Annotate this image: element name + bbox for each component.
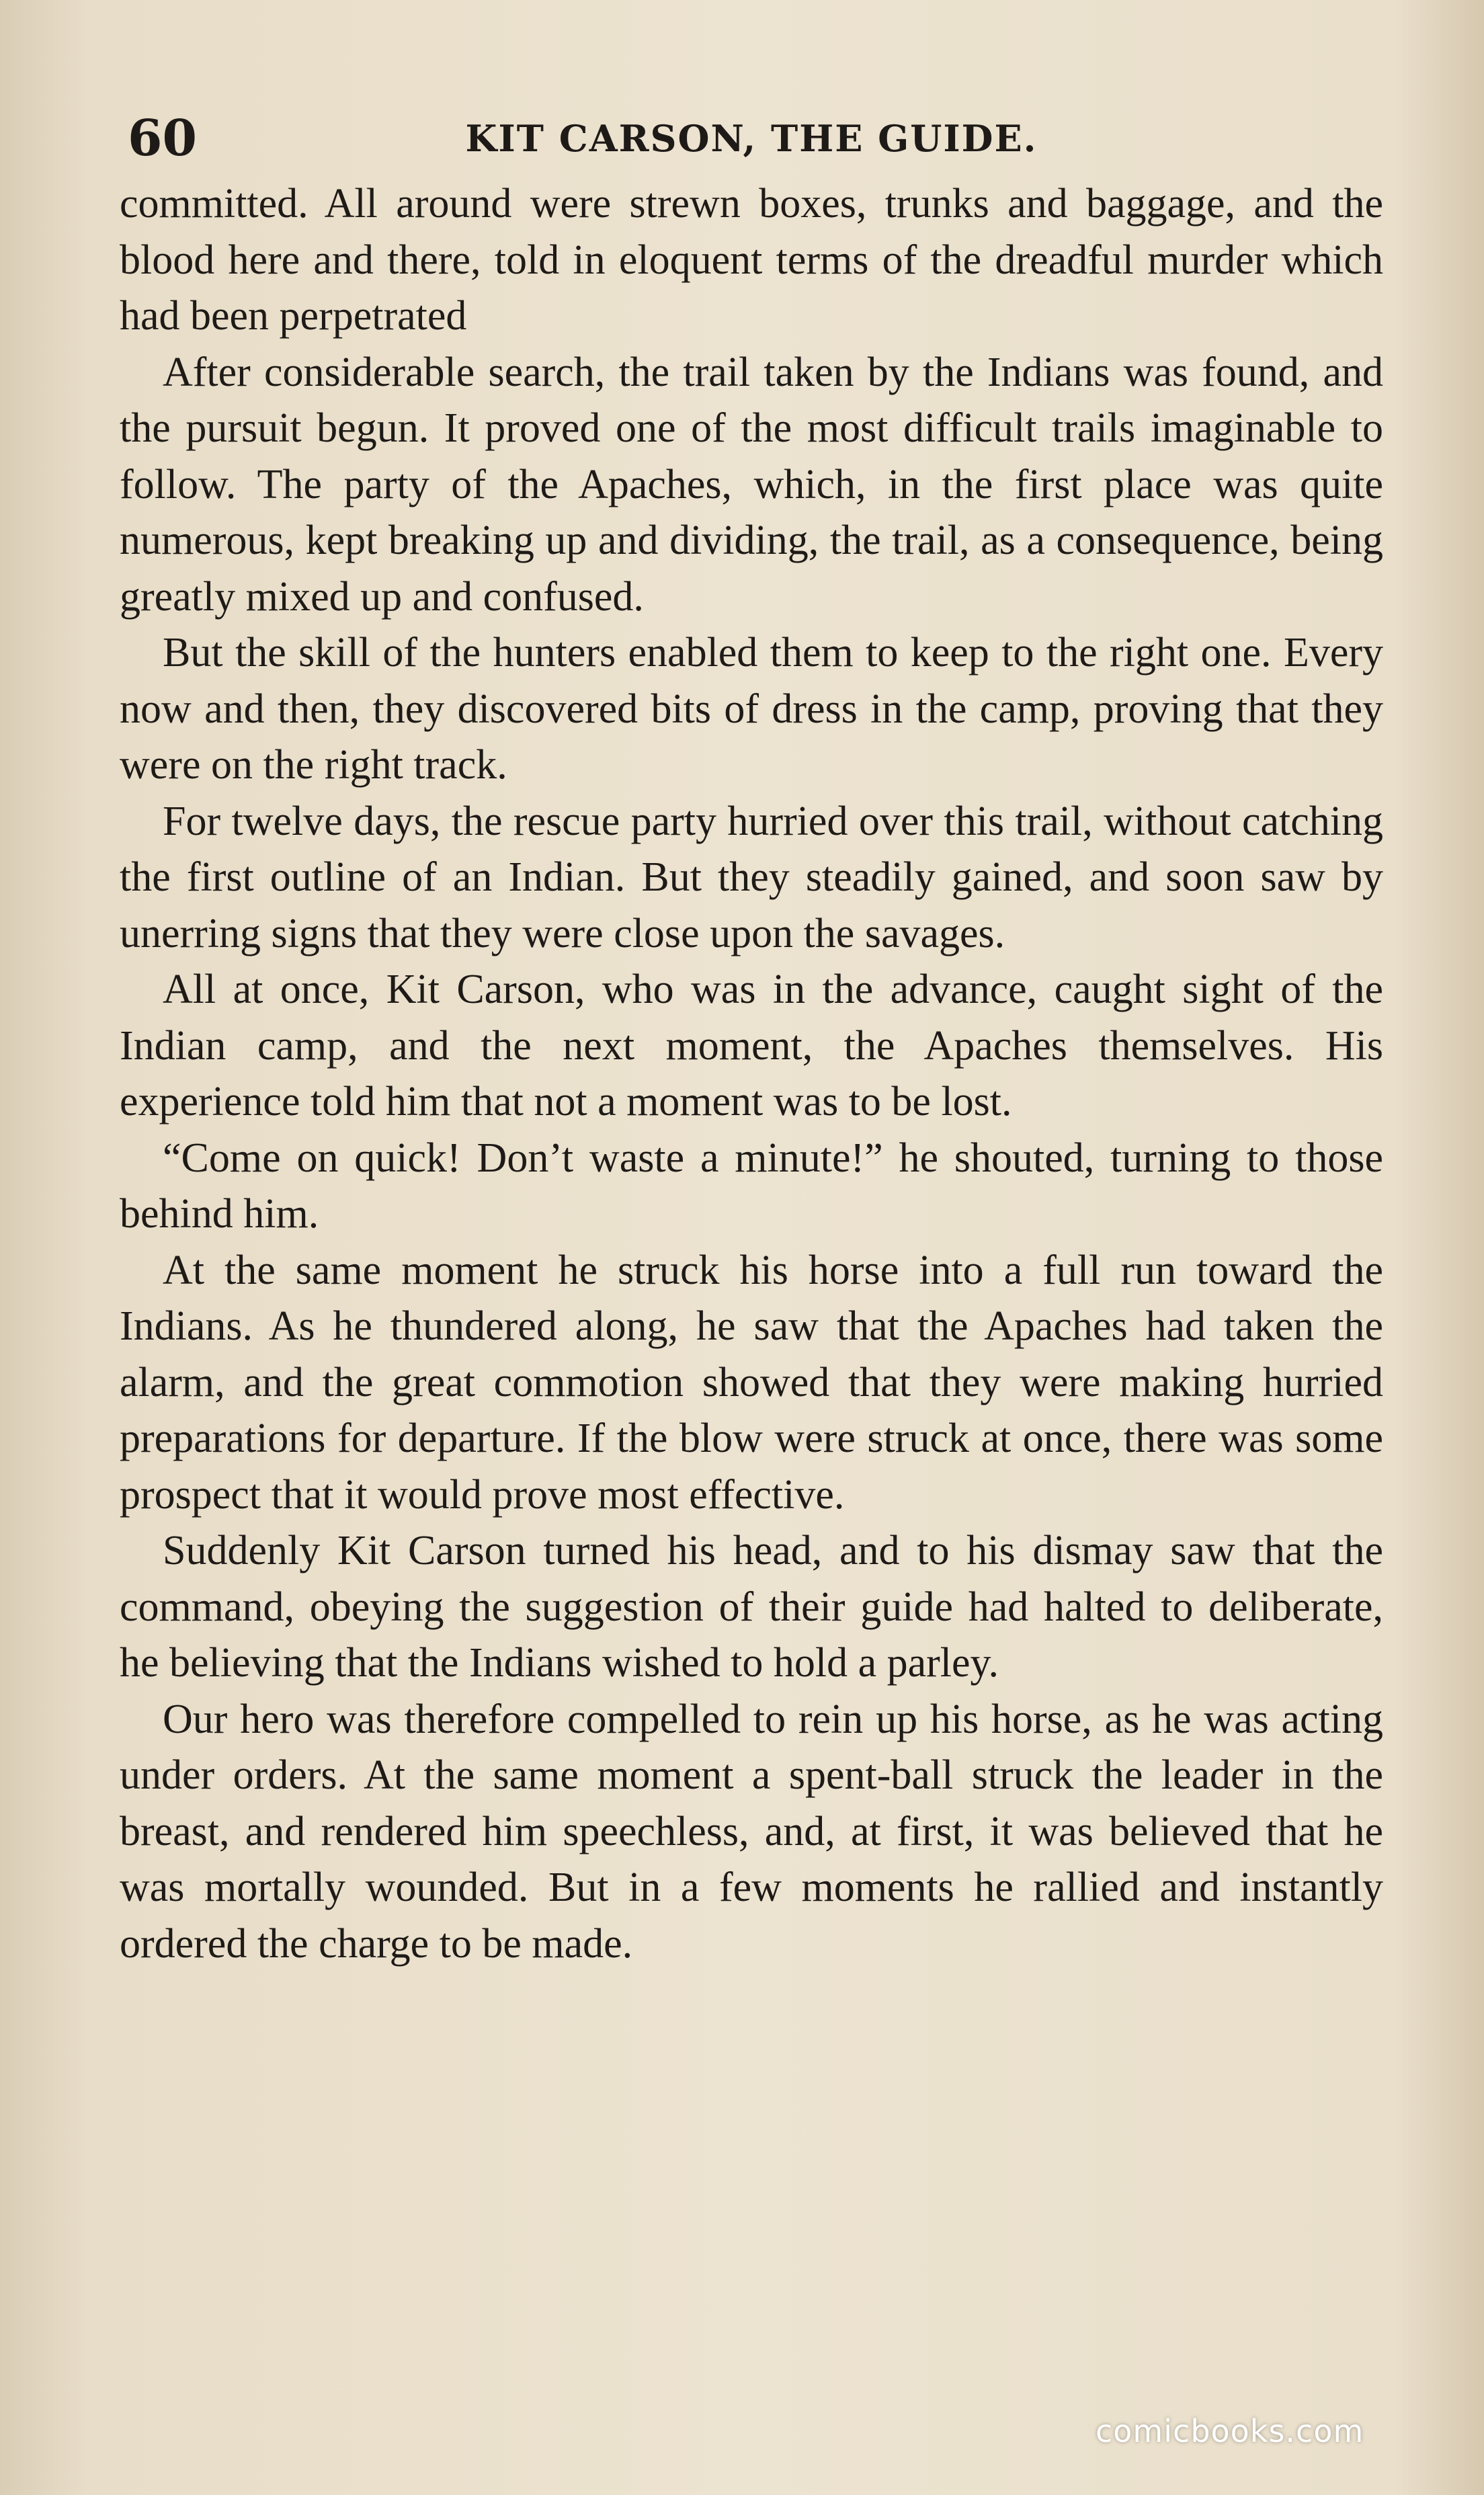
paragraph: But the skill of the hunters enabled them to keep to the right one. Every now and then, they discovered bits of dress in the camp, proving that they were on the right track. [120,630,1383,788]
paragraph: For twelve days, the rescue party hurried over this trail, without catching the first outline of an Indian. But they steadily gained, and soon saw by unerring signs that they were close upon the savages. [120,798,1383,956]
paragraph: committed. All around were strewn boxes, trunks and baggage, and the blood here and there, told in eloquent terms of the dreadful murder which had been perpetrated [120,181,1383,339]
paragraph: “Come on quick! Don’t waste a minute!” he shouted, turning to those behind him. [120,1135,1383,1237]
page-number: 60 [128,110,197,167]
paragraph: All at once, Kit Carson, who was in the advance, caught sight of the Indian camp, and the next moment, the Apaches themselves. His experience told him that not a moment was to be lost. [120,967,1383,1124]
watermark: comicbooks.com [1096,2413,1364,2449]
paragraph: Suddenly Kit Carson turned his head, and to his dismay saw that the command, obeying the suggestion of their guide had halted to deliberate, he believing that the Indians wished to hold a parley. [120,1528,1383,1686]
running-head: KIT CARSON, THE GUIDE. [465,117,1038,160]
paragraph: Our hero was therefore compelled to rein up his horse, as he was acting under orders. At the same moment a spent-ball struck the leader in the breast, and rendered him speechless, and, at first, it was believed that he was mortally wounded. But in a few moments he rallied and instantly ordered the charge to be made. [120,1696,1383,1967]
paragraph: After considerable search, the trail taken by the Indians was found, and the pursuit begun. It proved one of the most difficult trails imaginable to follow. The party of the Apaches, which, in the first place was quite numerous, kept breaking up and dividing, the trail, as a consequence, being greatly mixed up and confused. [120,349,1383,620]
body-text [120,176,1383,1972]
paragraph: At the same moment he struck his horse into a full run toward the Indians. As he thundered along, he saw that the Apaches had taken the alarm, and the great commotion showed that they were making hurried preparations for departure. If the blow were struck at once, there was some prospect that it would prove most effective. [120,1247,1383,1518]
page-header [120,106,1383,171]
